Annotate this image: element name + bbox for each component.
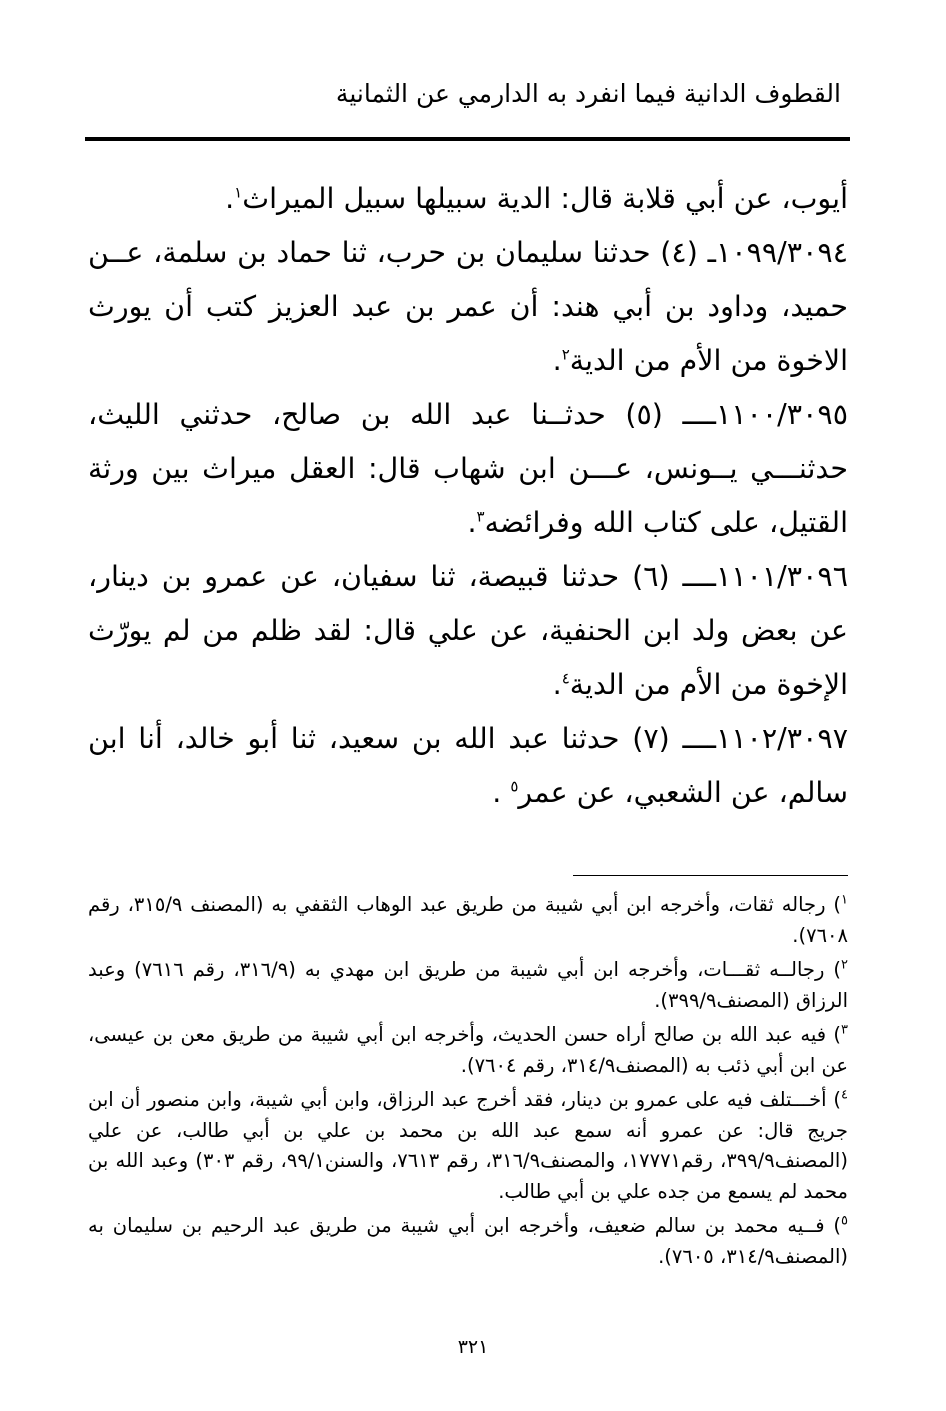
page-number: ٣٢١ (457, 1336, 489, 1358)
footnote-number: ٥ (841, 1213, 848, 1229)
footnote: $^٤$) أخـــتلف فيه على عمرو بن دينار، فقد أخرج عبد الرزاق، وابن أبي شيبة، وابن منصور أن ابن جريج قال: عن عمرو أنه سمع عبد الله بن محمد بن علي بن أبي طالب، عن علي (المصنف٣٩٩/٩، رقم١٧٧٧١، والمصنف٣١٦/٩، رقم ٧٦١٣، والسنن٩٩/١، رقم ٣٠٣) وعبد الله بن محمد لم يسمع من جده علي بن أبي طالب. (88, 1087, 848, 1203)
footnote: $^١$) رجاله ثقات، وأخرجه ابن أبي شيبة من طريق عبد الوهاب الثقفي به (المصنف ٣١٥/٩، رقم ٧٦٠٨). (88, 892, 848, 947)
main-text (88, 172, 848, 820)
footnote-reference: ٣ (476, 507, 485, 526)
paragraph: ١١٠١/٣٠٩٦ــــ (٦) حدثنا قبيصة، ثنا سفيان، عن عمرو بن دينار، عن بعض ولد ابن الحنفية، عن علي قال: لقد ظلم من لم يورّث الإخوة من الأم من الدية$^٤$. (88, 560, 849, 701)
footnote: $^٢$) رجالــه ثقـــات، وأخرجه ابن أبي شيبة من طريق ابن مهدي به (٣١٦/٩، رقم ٧٦١٦) وعبد الرزاق (المصنف٣٩٩/٩). (88, 957, 848, 1012)
footnote-reference: ٥ (510, 777, 519, 796)
paragraph: ١١٠٢/٣٠٩٧ــــ (٧) حدثنا عبد الله بن سعيد، ثنا أبو خالد، أنا ابن سالم، عن الشعبي، عن عمر$^٥$ . (88, 722, 849, 809)
footnotes (88, 890, 848, 1276)
footnote-reference: ٤ (561, 669, 570, 688)
paragraph: ١١٠٠/٣٠٩٥ــــ (٥) حدثــنا عبد الله بن صالح، حدثني الليث، حدثنـــي يــونس، عـــن ابن شهاب قال: العقل ميراث بين ورثة القتيل، على كتاب الله وفرائضه$^٣$. (88, 398, 849, 539)
paragraph: ١٠٩٩/٣٠٩٤ـ (٤) حدثنا سليمان بن حرب، ثنا حماد بن سلمة، عــن حميد، وداود بن أبي هند: أن عمر بن عبد العزيز كتب أن يورث الاخوة من الأم من الدية$^٢$. (88, 236, 849, 377)
header-rule (85, 137, 850, 141)
footnote-reference: ١ (234, 183, 243, 202)
footnote: $^٣$) فيه عبد الله بن صالح أراه حسن الحديث، وأخرجه ابن أبي شيبة من طريق معن بن عيسى، عن ابن أبي ذئب به (المصنف٣١٤/٩، رقم ٧٦٠٤). (88, 1022, 848, 1077)
footnote-number: ١ (841, 892, 848, 908)
footnote: $^٥$) فــيه محمد بن سالم ضعيف، وأخرجه ابن أبي شيبة من طريق عبد الرحيم بن سليمان به (المصنف٣١٤/٩، ٧٦٠٥). (88, 1213, 848, 1268)
footnote-number: ٣ (841, 1022, 848, 1038)
footnote-number: ٤ (841, 1087, 848, 1103)
running-header: القطوف الدانية فيما انفرد به الدارمي عن الثمانية (335, 79, 841, 108)
footnote-reference: ٢ (561, 345, 570, 364)
footnote-separator (573, 875, 848, 876)
paragraph: أيوب، عن أبي قلابة قال: الدية سبيلها سبيل الميراث$^١$. (225, 182, 848, 215)
footnote-number: ٢ (841, 957, 848, 973)
